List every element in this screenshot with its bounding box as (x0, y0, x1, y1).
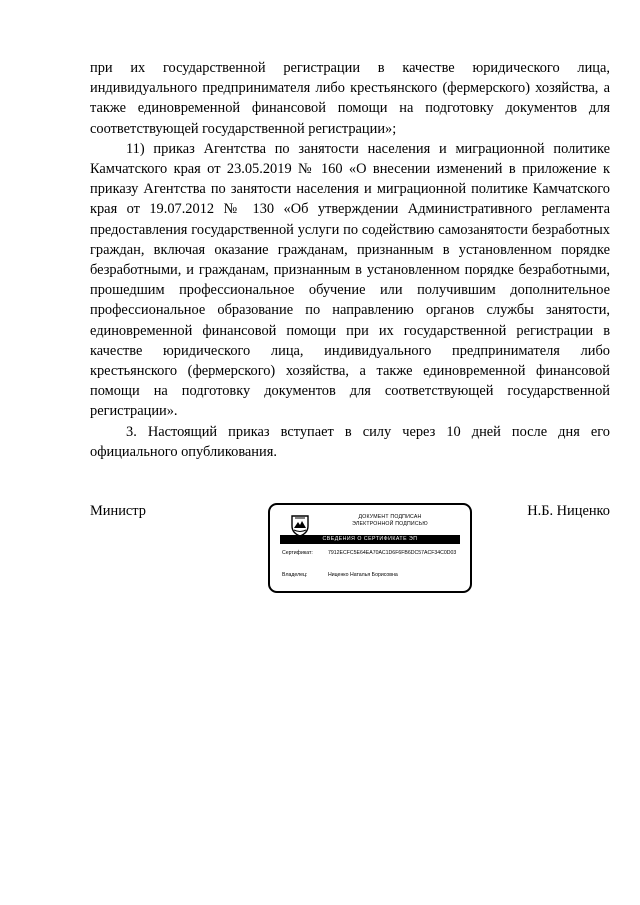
stamp-owner-value: Ниценко Наталья Борисовна (328, 572, 398, 578)
stamp-owner-label: Владелец: (282, 572, 308, 578)
signature-block (90, 503, 610, 593)
stamp-certificate-value: 7912ECFC5E64EA70AC1D6F6FB6DC57ACF34C0D03 (328, 550, 457, 556)
coat-of-arms-icon (290, 513, 310, 537)
document-body (90, 58, 610, 462)
stamp-certificate-label: Сертификат: (282, 550, 313, 556)
signatory-name: Н.Б. Ниценко (527, 503, 610, 519)
paragraph-continuation: при их государственной регистрации в качестве юридического лица, индивидуального предпринимателя либо крестьянского (фермерского) хозяйства, а также единовременной финансовой помощи на подготовку документов для соответствующей государственной регистрации»; (90, 60, 610, 137)
paragraph-item-3: 3. Настоящий приказ вступает в силу через 10 дней после дня его официального опубликования. (90, 423, 610, 460)
signatory-position: Министр (90, 503, 146, 519)
stamp-header-line-2: ЭЛЕКТРОННОЙ ПОДПИСЬЮ (352, 521, 428, 527)
stamp-header-line-1: ДОКУМЕНТ ПОДПИСАН (358, 514, 422, 520)
electronic-signature-stamp (268, 503, 472, 593)
paragraph-item-11: 11) приказ Агентства по занятости населения и миграционной политике Камчатского края от 23.05.2019 № 160 «О внесении изменений в приложение к приказу Агентства по занятости населения и миграционной политике Камчатского края от 19.07.2012 № 130 «Об утверждении Административного регламента предоставления государственной услуги по содействию самозанятости безработных граждан, включая оказание гражданам, признанным в установленном порядке безработными, и гражданам, признанным в установленном порядке безработными, прошедшим профессиональное обучение или получившим дополнительное профессиональное образование по направлению органов службы занятости, единовременной финансовой помощи при их государственной регистрации в качестве юридического лица, индивидуального предпринимателя либо крестьянского (фермерского) хозяйства, а также единовременной финансовой помощи на подготовку документов для соответствующей государственной регистрации». (90, 140, 610, 420)
stamp-owner-row (282, 572, 398, 579)
stamp-header (336, 514, 444, 528)
stamp-certificate-bar: СВЕДЕНИЯ О СЕРТИФИКАТЕ ЭП (280, 535, 460, 544)
stamp-certificate-row (282, 550, 456, 557)
